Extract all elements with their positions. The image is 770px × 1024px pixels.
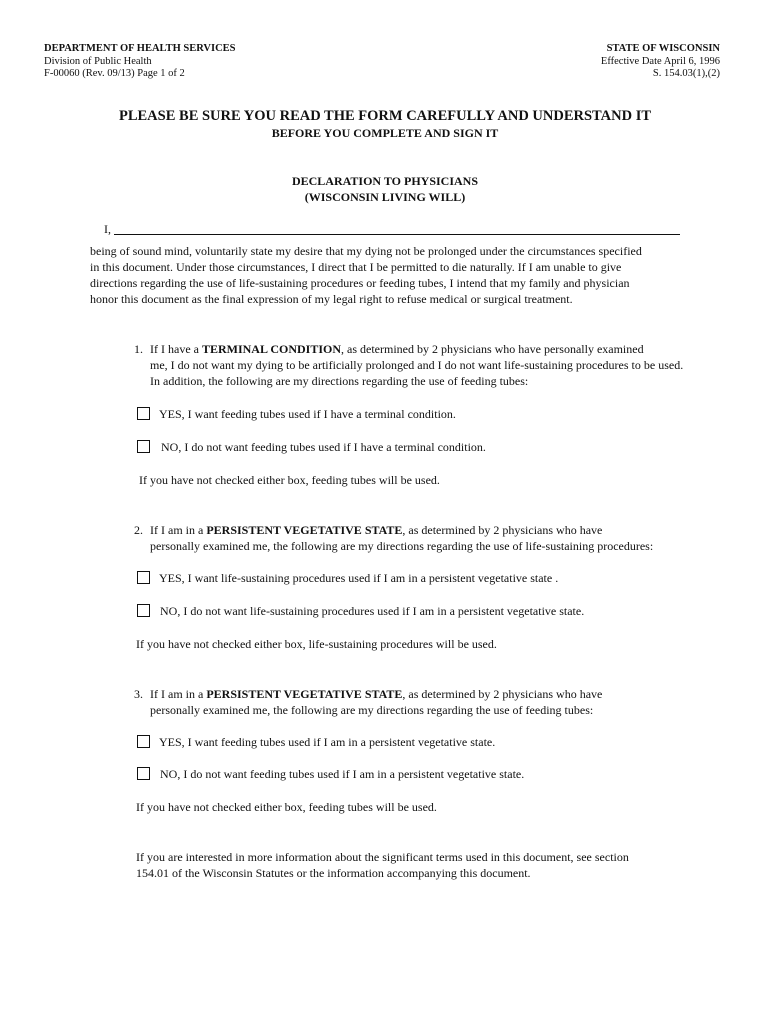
section-term: PERSISTENT VEGETATIVE STATE — [206, 687, 403, 701]
section-3-text — [136, 686, 726, 718]
section-line: If I am in a PERSISTENT VEGETATIVE STATE, as determined by 2 physicians who have — [150, 687, 603, 701]
section-2-note: If you have not checked either box, life-sustaining procedures will be used. — [136, 637, 497, 651]
section-number: 2. — [134, 523, 143, 537]
section-line: me, I do not want my dying to be artificially prolonged and I do not want life-sustaining procedures to be used. — [150, 358, 684, 372]
section-line: If I have a TERMINAL CONDITION, as determined by 2 physicians who have personally examined — [150, 342, 644, 356]
section-number: 1. — [134, 342, 143, 356]
page-subtitle: BEFORE YOU COMPLETE AND SIGN IT — [271, 126, 499, 140]
division-name: Division of Public Health — [44, 55, 152, 67]
declaration-title: DECLARATION TO PHYSICIANS — [291, 174, 479, 188]
footer-note-line: 154.01 of the Wisconsin Statutes or the information accompanying this document. — [136, 866, 531, 880]
intro-line: honor this document as the final expression of my legal right to refuse medical or surgical treatment. — [90, 292, 573, 306]
header-left — [44, 43, 236, 81]
section-line: In addition, the following are my directions regarding the use of feeding tubes: — [150, 374, 529, 388]
section-1-yes-label: YES, I want feeding tubes used if I have a terminal condition. — [159, 407, 456, 421]
intro-paragraph — [90, 243, 690, 307]
section-2-yes-label: YES, I want life-sustaining procedures used if I am in a persistent vegetative state . — [159, 571, 559, 585]
section-3-no-checkbox[interactable] — [137, 767, 150, 780]
section-line: personally examined me, the following are my directions regarding the use of life-sustaining procedures: — [150, 539, 654, 553]
section-2-no-label: NO, I do not want life-sustaining procedures used if I am in a persistent vegetative state. — [160, 604, 585, 618]
page-title: PLEASE BE SURE YOU READ THE FORM CAREFULLY AND UNDERSTAND IT — [118, 108, 652, 124]
section-term: TERMINAL CONDITION — [201, 342, 341, 356]
section-term: PERSISTENT VEGETATIVE STATE — [206, 523, 403, 537]
section-line: If I am in a PERSISTENT VEGETATIVE STATE, as determined by 2 physicians who have — [150, 523, 603, 537]
section-1-note: If you have not checked either box, feeding tubes will be used. — [139, 473, 440, 487]
section-3-yes-checkbox[interactable] — [137, 735, 150, 748]
section-3-no-label: NO, I do not want feeding tubes used if I am in a persistent vegetative state. — [160, 767, 525, 781]
section-3-yes-label: YES, I want feeding tubes used if I am in a persistent vegetative state. — [159, 735, 496, 749]
intro-line: in this document. Under those circumstances, I direct that I be permitted to die naturally. If I am unable to give — [90, 260, 622, 274]
name-prefix: I, — [104, 222, 111, 236]
section-2-yes-checkbox[interactable] — [137, 571, 150, 584]
state-name: STATE OF WISCONSIN — [606, 43, 720, 54]
form-info: F-00060 (Rev. 09/13) Page 1 of 2 — [44, 68, 185, 79]
header-right — [601, 43, 720, 81]
section-3-note: If you have not checked either box, feeding tubes will be used. — [136, 800, 437, 814]
intro-line: directions regarding the use of life-sustaining procedures or feeding tubes, I intend that my family and physician — [90, 276, 630, 290]
footer-note — [136, 849, 736, 881]
department-name: DEPARTMENT OF HEALTH SERVICES — [44, 43, 236, 54]
section-1-yes-checkbox[interactable] — [137, 407, 150, 420]
section-1-no-label: NO, I do not want feeding tubes used if I have a terminal condition. — [161, 440, 486, 454]
section-line: personally examined me, the following are my directions regarding the use of feeding tubes: — [150, 703, 594, 717]
section-1-text — [136, 341, 726, 389]
statute-reference: S. 154.03(1),(2) — [652, 68, 720, 79]
footer-note-line: If you are interested in more information about the significant terms used in this document, see section — [136, 850, 629, 864]
section-2-no-checkbox[interactable] — [137, 604, 150, 617]
declarant-name-field[interactable] — [114, 222, 680, 235]
declaration-subtitle: (WISCONSIN LIVING WILL) — [304, 190, 466, 204]
section-2-text — [136, 522, 726, 554]
section-number: 3. — [134, 687, 143, 701]
intro-line: being of sound mind, voluntarily state my desire that my dying not be prolonged under the circumstances specified — [90, 244, 642, 258]
effective-date: Effective Date April 6, 1996 — [600, 55, 720, 67]
section-1-no-checkbox[interactable] — [137, 440, 150, 453]
